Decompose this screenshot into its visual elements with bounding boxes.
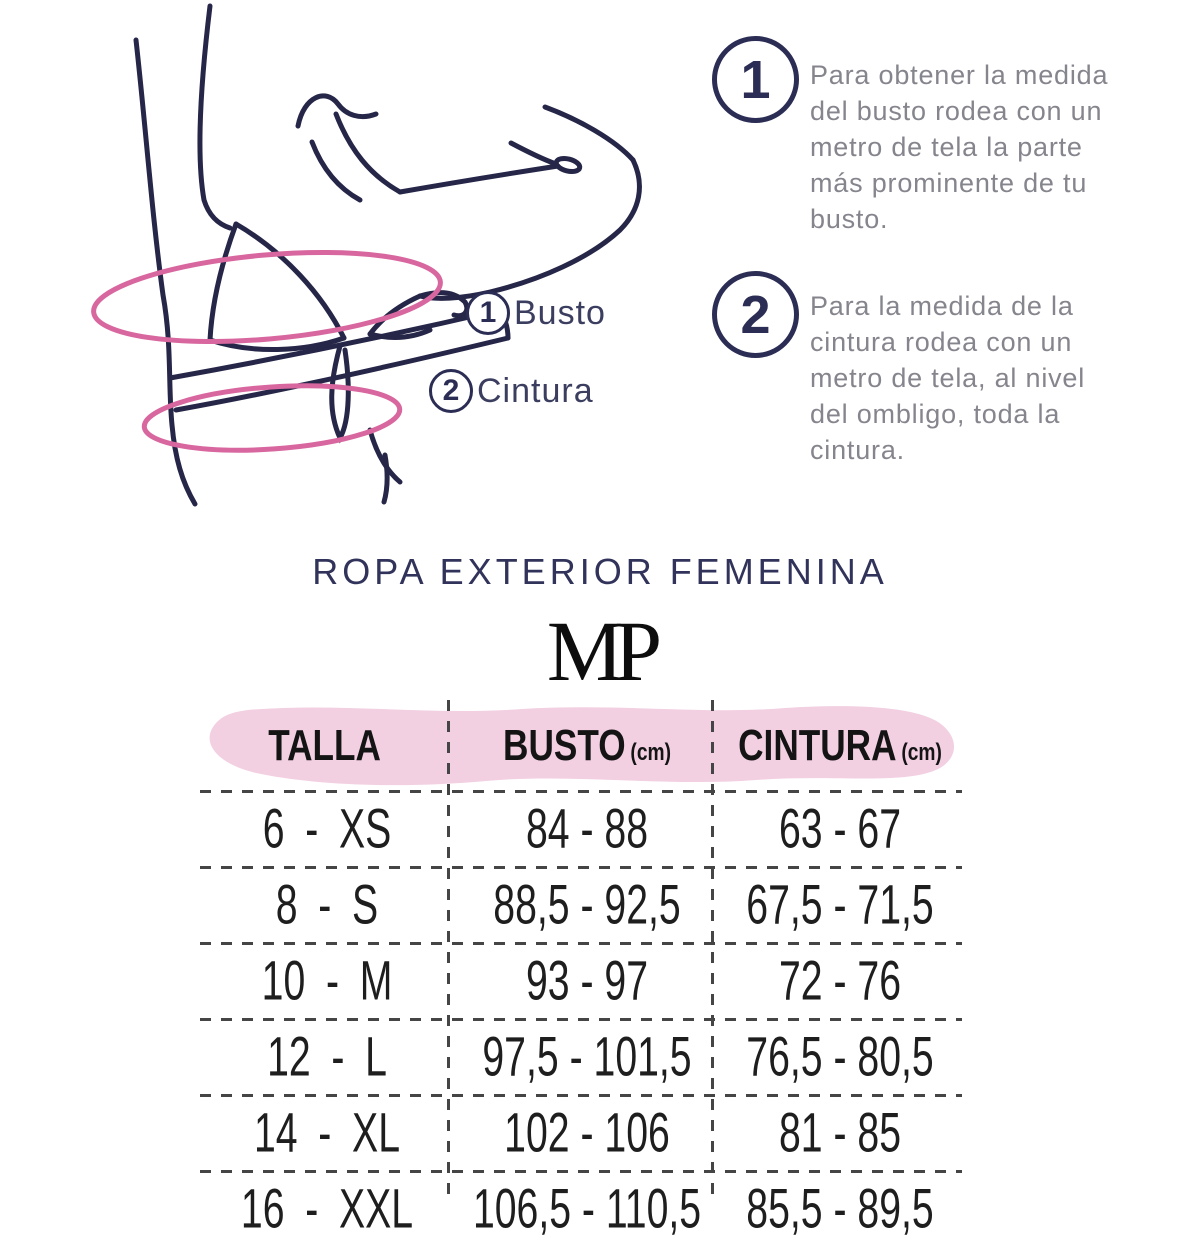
cintura-value: 63 - 67 [778,796,902,860]
section-title: ROPA EXTERIOR FEMENINA [312,551,888,592]
table-row [200,1018,962,1094]
waist-label: Cintura [477,371,594,410]
brand-logo: MP [546,603,654,699]
cintura-value: 85,5 - 89,5 [746,1176,934,1240]
waist-number-badge: 2 [429,369,473,413]
talla-value: 16 - XXL [240,1176,414,1240]
step-1-number-badge: 1 [712,36,799,123]
busto-value: 106,5 - 110,5 [472,1176,702,1240]
measurement-figure [40,0,680,510]
cintura-value: 76,5 - 80,5 [746,1024,934,1088]
column-header-talla: TALLA [268,721,381,770]
cintura-value: 81 - 85 [778,1100,902,1164]
busto-value: 102 - 106 [504,1100,670,1164]
cintura-value: 67,5 - 71,5 [746,872,934,936]
busto-value: 93 - 97 [525,948,649,1012]
table-row [200,1170,962,1246]
step-1-text: Para obtener la medida del busto rodea con un metro de tela la parte más prominente de tu busto. [810,60,1109,234]
callout-bust [466,291,606,335]
talla-value: 14 - XL [254,1100,400,1164]
talla-value: 10 - M [261,948,393,1012]
table-row [200,790,962,866]
callout-waist [429,369,594,413]
bust-label: Busto [514,293,606,332]
column-header-cintura: CINTURA (cm) [738,721,942,770]
busto-value: 97,5 - 101,5 [482,1024,692,1088]
busto-value: 84 - 88 [525,796,649,860]
step-2-number-badge: 2 [712,271,799,358]
table-row [200,866,962,942]
table-row [200,1094,962,1170]
busto-value: 88,5 - 92,5 [493,872,681,936]
talla-value: 6 - XS [262,796,392,860]
talla-value: 12 - L [267,1024,387,1088]
cintura-value: 72 - 76 [778,948,902,1012]
bust-number-badge: 1 [466,291,510,335]
table-row [200,942,962,1018]
column-header-busto: BUSTO (cm) [503,721,671,770]
talla-value: 8 - S [275,872,379,936]
step-2-text: Para la medida de la cintura rodea con un metro de tela, al nivel del ombligo, toda la cintura. [810,291,1086,465]
size-table [200,700,962,1240]
